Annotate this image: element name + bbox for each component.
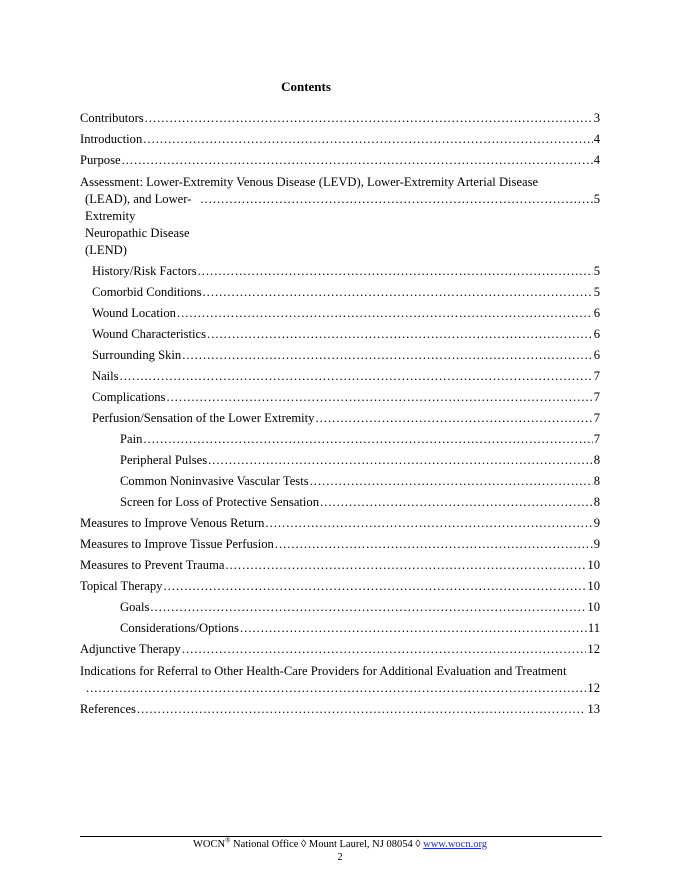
toc-page: 12 xyxy=(587,642,600,656)
toc-label-line1: Assessment: Lower-Extremity Venous Disease (LEVD), Lower-Extremity Arterial Disease xyxy=(80,175,539,189)
toc-page: 5 xyxy=(593,264,600,278)
toc-label: Screen for Loss of Protective Sensation xyxy=(120,495,320,509)
toc-page: 5 xyxy=(593,192,600,206)
toc-entry-topical-therapy[interactable] xyxy=(80,579,600,600)
toc-page: 9 xyxy=(593,516,600,530)
toc-entry-wound-location[interactable] xyxy=(80,306,600,327)
toc-entry-contributors[interactable] xyxy=(80,111,600,132)
toc-page: 4 xyxy=(593,132,600,146)
leader-dots xyxy=(145,111,593,126)
toc-entry-surrounding-skin[interactable] xyxy=(80,348,600,369)
toc-label: Measures to Improve Tissue Perfusion xyxy=(80,537,274,551)
toc-label: References xyxy=(80,702,136,716)
leader-dots xyxy=(177,306,593,321)
toc-entry-nails[interactable] xyxy=(80,369,600,390)
footer-org: WOCN xyxy=(192,839,226,850)
toc-page: 8 xyxy=(593,495,600,509)
toc-entry-assessment[interactable] xyxy=(80,174,600,259)
contents-title: Contents xyxy=(281,79,331,94)
footer-divider xyxy=(80,836,602,837)
toc-page: 10 xyxy=(587,558,600,572)
toc-page: 7 xyxy=(593,369,600,383)
registered-mark: ® xyxy=(225,836,231,845)
toc-entry-perfusion-sensation[interactable] xyxy=(80,411,600,432)
toc-label: Goals xyxy=(120,600,150,614)
toc-label: Nails xyxy=(92,369,119,383)
toc-page: 4 xyxy=(593,153,600,167)
leader-dots xyxy=(122,153,593,168)
leader-dots xyxy=(203,285,593,300)
leader-dots xyxy=(315,411,592,426)
toc-entry-introduction[interactable] xyxy=(80,132,600,153)
toc-label: Peripheral Pulses xyxy=(120,453,208,467)
leader-dots xyxy=(310,474,593,489)
leader-dots xyxy=(143,432,592,447)
leader-dots xyxy=(208,453,593,468)
toc-entry-wound-characteristics[interactable] xyxy=(80,327,600,348)
toc-entry-protective-sensation[interactable] xyxy=(80,495,600,516)
toc-label: Introduction xyxy=(80,132,143,146)
leader-dots xyxy=(240,621,587,636)
toc-page: 10 xyxy=(587,579,600,593)
toc-label: Complications xyxy=(92,390,166,404)
toc-label: Perfusion/Sensation of the Lower Extremity xyxy=(92,411,315,425)
leader-dots xyxy=(163,579,586,594)
toc-entry-comorbid-conditions[interactable] xyxy=(80,285,600,306)
leader-dots xyxy=(182,642,587,657)
toc-page: 12 xyxy=(587,681,600,695)
leader-dots xyxy=(143,132,592,147)
footer-address: National Office ◊ Mount Laurel, NJ 08054 ◊ xyxy=(230,839,424,850)
toc-page: 6 xyxy=(593,327,600,341)
leader-dots xyxy=(225,558,586,573)
toc-page: 6 xyxy=(593,348,600,362)
toc-entry-tissue-perfusion[interactable] xyxy=(80,537,600,558)
toc-label: Considerations/Options xyxy=(120,621,239,635)
toc-page: 8 xyxy=(593,453,600,467)
toc-label-line2: (LEAD), and Lower-Extremity Neuropathic Disease (LEND) xyxy=(85,192,192,257)
footer xyxy=(0,836,680,851)
toc-label: Common Noninvasive Vascular Tests xyxy=(120,474,309,488)
leader-dots xyxy=(150,600,586,615)
leader-dots xyxy=(182,348,592,363)
toc-entry-references[interactable] xyxy=(80,702,600,723)
toc-label: Pain xyxy=(120,432,143,446)
toc-page: 10 xyxy=(587,600,600,614)
toc-page: 7 xyxy=(593,432,600,446)
leader-dots xyxy=(275,537,593,552)
toc-page: 7 xyxy=(593,411,600,425)
toc-label: Purpose xyxy=(80,153,121,167)
toc-label: Comorbid Conditions xyxy=(92,285,202,299)
footer-website-link[interactable]: www.wocn.org xyxy=(423,839,488,850)
toc-page: 9 xyxy=(593,537,600,551)
toc-entry-venous-return[interactable] xyxy=(80,516,600,537)
toc-entry-pain[interactable] xyxy=(80,432,600,453)
toc-page: 7 xyxy=(593,390,600,404)
leader-dots xyxy=(198,264,593,279)
toc-entry-history-risk-factors[interactable] xyxy=(80,264,600,285)
toc-label: Surrounding Skin xyxy=(92,348,182,362)
toc-entry-prevent-trauma[interactable] xyxy=(80,558,600,579)
toc-label: Contributors xyxy=(80,111,144,125)
table-of-contents xyxy=(80,111,600,723)
toc-label-line1: Indications for Referral to Other Health-Care Providers for Additional Evaluation and Treatment xyxy=(80,664,567,678)
leader-dots xyxy=(166,390,592,405)
toc-entry-indications-for-referral[interactable] xyxy=(80,663,600,697)
toc-label: History/Risk Factors xyxy=(92,264,197,278)
leader-dots xyxy=(137,702,586,717)
toc-entry-vascular-tests[interactable] xyxy=(80,474,600,495)
toc-page: 13 xyxy=(587,702,600,716)
toc-label: Wound Characteristics xyxy=(92,327,207,341)
toc-label: Measures to Improve Venous Return xyxy=(80,516,265,530)
toc-page: 11 xyxy=(587,621,600,635)
toc-entry-adjunctive-therapy[interactable] xyxy=(80,642,600,663)
toc-label: Adjunctive Therapy xyxy=(80,642,181,656)
toc-page: 6 xyxy=(593,306,600,320)
page-number: 2 xyxy=(337,852,343,863)
leader-dots xyxy=(200,191,592,208)
toc-entry-considerations-options[interactable] xyxy=(80,621,600,642)
toc-page: 8 xyxy=(593,474,600,488)
toc-page: 5 xyxy=(593,285,600,299)
toc-entry-goals[interactable] xyxy=(80,600,600,621)
leader-dots xyxy=(320,495,593,510)
toc-label: Wound Location xyxy=(92,306,176,320)
leader-dots xyxy=(86,680,586,697)
toc-page: 3 xyxy=(593,111,600,125)
leader-dots xyxy=(120,369,593,384)
toc-entry-purpose[interactable] xyxy=(80,153,600,174)
toc-entry-peripheral-pulses[interactable] xyxy=(80,453,600,474)
toc-entry-complications[interactable] xyxy=(80,390,600,411)
toc-label: Measures to Prevent Trauma xyxy=(80,558,225,572)
toc-label: Topical Therapy xyxy=(80,579,163,593)
leader-dots xyxy=(265,516,592,531)
leader-dots xyxy=(207,327,593,342)
